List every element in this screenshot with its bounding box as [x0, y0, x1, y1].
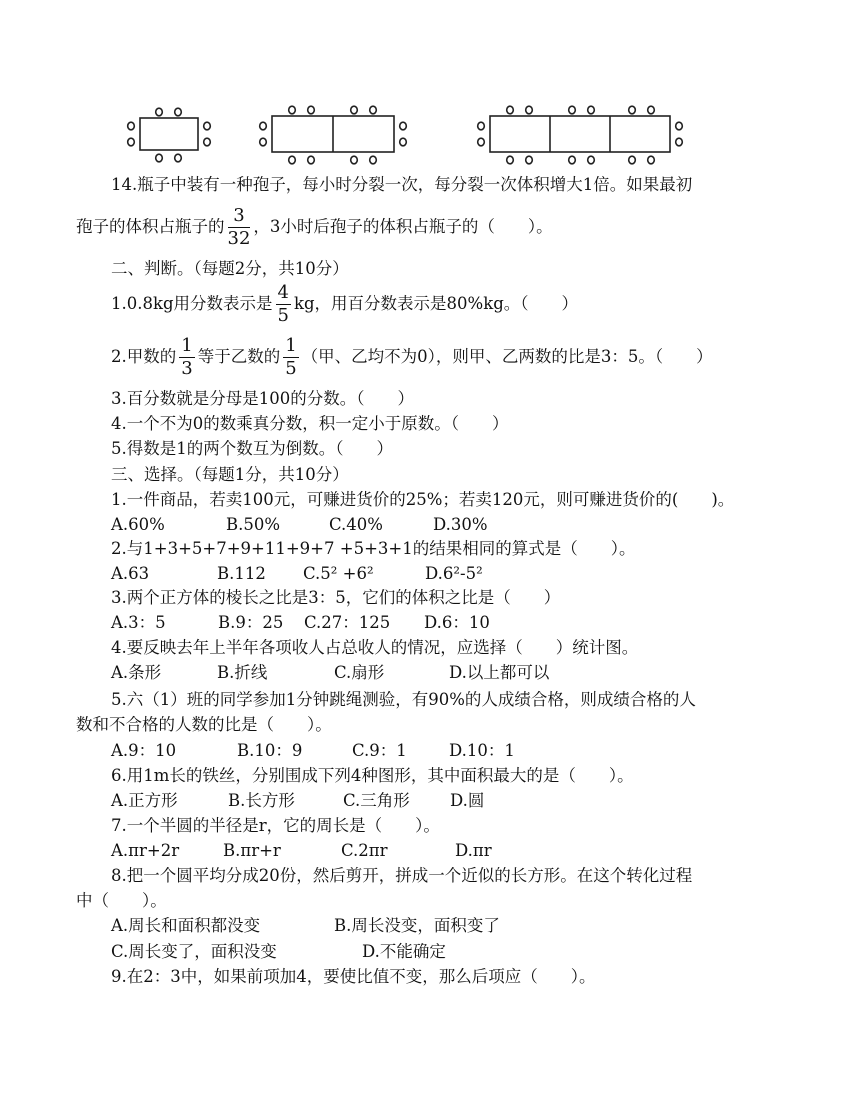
- s3-q5-line1: 5.六（1）班的同学参加1分钟跳绳测验，有90%的人成绩合格，则成绩合格的人: [111, 690, 696, 709]
- s3-q4-options: [0, 661, 860, 685]
- s3-q4-option-d: D.以上都可以: [449, 663, 550, 682]
- s3-q1-option-d: D.30%: [433, 515, 488, 534]
- s3-q1-option-b: B.50%: [226, 515, 281, 534]
- s2-q2-frac2-den: 5: [285, 358, 297, 379]
- s3-q5-line2: 数和不合格的人数的比是（ ）。: [76, 715, 332, 734]
- s3-q3-option-d: D.6：10: [424, 613, 490, 632]
- s3-q4-option-c: C.扇形: [334, 663, 385, 682]
- s3-q2-option-a: A.63: [111, 564, 150, 583]
- s3-q7-options: [0, 839, 860, 863]
- s2-q1: [0, 280, 860, 328]
- s3-q8-option-a: A.周长和面积都没变: [111, 916, 261, 935]
- s3-q6: 6.用1m长的铁丝，分别围成下列4种图形，其中面积最大的是（ ）。: [111, 766, 634, 785]
- s3-q5-option-d: D.10：1: [449, 741, 515, 760]
- s2-q1-fraction: [276, 284, 291, 325]
- s3-q8-options-row2: [0, 940, 860, 964]
- table-arrangement-figure: [0, 102, 860, 172]
- q14-line2-pre: 孢子的体积占瓶子的: [76, 217, 225, 236]
- s3-q3-option-c: C.27：125: [304, 613, 391, 632]
- s3-q9: 9.在2：3中，如果前项加4，要使比值不变，那么后项应（ ）。: [111, 967, 596, 986]
- s2-q2: [0, 333, 860, 381]
- s3-q2-option-c: C.5² +6²: [303, 564, 374, 583]
- s3-q2-option-d: D.6²-5²: [425, 564, 483, 583]
- s2-q2-post: （甲、乙均不为0），则甲、乙两数的比是3：5。（ ）: [301, 347, 713, 366]
- s3-q5-option-b: B.10：9: [237, 741, 303, 760]
- s3-q6-option-c: C.三角形: [343, 791, 410, 810]
- s3-q1-option-c: C.40%: [329, 515, 383, 534]
- s3-q3-options: [0, 611, 860, 635]
- s2-q5: 5.得数是1的两个数互为倒数。（ ）: [111, 439, 393, 458]
- s2-q3: 3.百分数就是分母是100的分数。（ ）: [111, 389, 414, 408]
- q14-fraction: [228, 207, 251, 248]
- q14-line2-post: ，3小时后孢子的体积占瓶子的（ ）。: [253, 217, 553, 236]
- s2-q1-frac-den: 5: [277, 305, 289, 326]
- s3-q3: 3.两个正方体的棱长之比是3：5，它们的体积之比是（ ）: [111, 588, 561, 607]
- s3-q7-option-b: B.πr+r: [223, 841, 281, 860]
- s3-q8-line1: 8.把一个圆平均分成20份，然后剪开，拼成一个近似的长方形。在这个转化过程: [111, 866, 693, 885]
- s3-q7-option-c: C.2πr: [341, 841, 388, 860]
- s3-q3-option-b: B.9：25: [218, 613, 284, 632]
- q14-frac-num: 3: [228, 207, 251, 228]
- s3-q2-options: [0, 562, 860, 586]
- s3-q8-options-row1: [0, 914, 860, 938]
- s2-q2-frac2-num: 1: [285, 335, 297, 356]
- table-1: [140, 118, 198, 150]
- s3-q2: 2.与1+3+5+7+9+11+9+7 +5+3+1的结果相同的算式是（ ）。: [111, 539, 636, 558]
- s3-q6-option-a: A.正方形: [111, 791, 178, 810]
- s3-q8-option-d: D.不能确定: [362, 942, 446, 961]
- s2-q2-frac1-den: 3: [181, 358, 193, 379]
- q14-line1: 14.瓶子中装有一种孢子，每小时分裂一次，每分裂一次体积增大1倍。如果最初: [111, 175, 693, 194]
- s3-q6-option-d: D.圆: [450, 791, 485, 810]
- s3-q2-option-b: B.112: [217, 564, 266, 583]
- s3-q7-option-d: D.πr: [455, 841, 492, 860]
- q14-frac-den: 32: [227, 228, 251, 249]
- s3-q8-line2: 中（ ）。: [76, 891, 167, 910]
- s3-q7: 7.一个半圆的半径是r，它的周长是（ ）。: [111, 816, 440, 835]
- section3-heading: 三、选择。（每题1分，共10分）: [111, 465, 349, 484]
- s3-q7-option-a: A.πr+2r: [111, 841, 180, 860]
- section2-heading: 二、判断。（每题2分，共10分）: [111, 259, 349, 278]
- s3-q8-option-b: B.周长没变，面积变了: [334, 916, 500, 935]
- s2-q4: 4.一个不为0的数乘真分数，积一定小于原数。（ ）: [111, 414, 509, 433]
- q14-line2: [0, 203, 860, 251]
- s3-q1-options: [0, 513, 860, 537]
- s2-q1-frac-num: 4: [277, 282, 289, 303]
- s3-q5-options: [0, 739, 860, 763]
- table-3: [490, 116, 670, 152]
- s3-q4-option-a: A.条形: [111, 663, 162, 682]
- s2-q2-pre: 2.甲数的: [111, 347, 177, 366]
- s3-q6-option-b: B.长方形: [228, 791, 295, 810]
- s3-q6-options: [0, 789, 860, 813]
- s3-q1: 1.一件商品，若卖100元，可赚进货价的25%；若卖120元，则可赚进货价的( )。: [111, 490, 735, 509]
- s2-q1-post: kg，用百分数表示是80%kg。（ ）: [294, 294, 579, 313]
- s3-q8-option-c: C.周长变了，面积没变: [111, 942, 277, 961]
- s2-q1-pre: 1.0.8kg用分数表示是: [111, 294, 273, 313]
- s3-q5-option-a: A.9：10: [111, 741, 177, 760]
- s2-q2-frac1-num: 1: [181, 335, 193, 356]
- s2-q2-mid: 等于乙数的: [197, 347, 281, 366]
- s2-q2-fraction-2: [283, 337, 298, 378]
- s3-q3-option-a: A.3：5: [111, 613, 166, 632]
- s2-q2-fraction-1: [179, 337, 194, 378]
- s3-q4: 4.要反映去年上半年各项收人占总收人的情况，应选择（ ）统计图。: [111, 638, 639, 657]
- s3-q1-option-a: A.60%: [111, 515, 165, 534]
- s3-q5-option-c: C.9：1: [352, 741, 407, 760]
- s3-q4-option-b: B.折线: [217, 663, 268, 682]
